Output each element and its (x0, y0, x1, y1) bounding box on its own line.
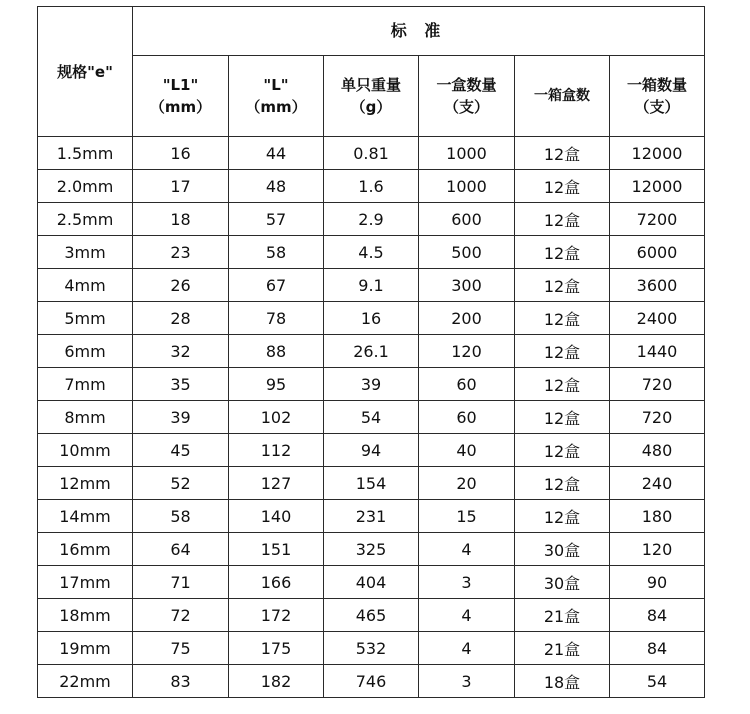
box-quantity-cell: 4 (419, 533, 515, 566)
box-quantity-cell: 4 (419, 632, 515, 665)
spec-cell: 3mm (38, 236, 133, 269)
case-quantity-cell: 12000 (610, 170, 705, 203)
case-quantity-cell: 90 (610, 566, 705, 599)
column-header-case-quantity-unit: （支） (634, 98, 680, 116)
case-quantity-cell: 2400 (610, 302, 705, 335)
l-cell: 127 (229, 467, 324, 500)
l1-cell: 16 (133, 137, 229, 170)
spec-cell: 12mm (38, 467, 133, 500)
table-header (38, 7, 705, 137)
column-header-box-quantity-unit: （支） (443, 98, 489, 116)
spec-cell: 17mm (38, 566, 133, 599)
column-header-case-quantity-name: 一箱数量 (626, 76, 687, 94)
box-quantity-cell: 300 (419, 269, 515, 302)
l1-cell: 17 (133, 170, 229, 203)
box-quantity-cell: 1000 (419, 137, 515, 170)
l-cell: 48 (229, 170, 324, 203)
unit-weight-cell: 154 (324, 467, 419, 500)
boxes-per-case-cell: 12盒 (515, 137, 610, 170)
column-header-box-quantity (419, 56, 515, 137)
l1-cell: 45 (133, 434, 229, 467)
unit-weight-cell: 9.1 (324, 269, 419, 302)
box-quantity-cell: 4 (419, 599, 515, 632)
boxes-per-case-cell: 12盒 (515, 269, 610, 302)
l1-cell: 35 (133, 368, 229, 401)
l1-cell: 39 (133, 401, 229, 434)
column-header-unit-weight-name: 单只重量 (340, 76, 401, 94)
unit-weight-cell: 94 (324, 434, 419, 467)
l-cell: 57 (229, 203, 324, 236)
box-quantity-cell: 15 (419, 500, 515, 533)
box-quantity-cell: 20 (419, 467, 515, 500)
boxes-per-case-cell: 12盒 (515, 302, 610, 335)
column-header-unit-weight-unit: （g） (350, 98, 392, 116)
case-quantity-cell: 7200 (610, 203, 705, 236)
unit-weight-cell: 404 (324, 566, 419, 599)
spec-cell: 10mm (38, 434, 133, 467)
case-quantity-cell: 54 (610, 665, 705, 698)
l1-cell: 75 (133, 632, 229, 665)
l1-cell: 71 (133, 566, 229, 599)
column-header-case-quantity (610, 56, 705, 137)
case-quantity-cell: 120 (610, 533, 705, 566)
unit-weight-cell: 231 (324, 500, 419, 533)
header-row-top (38, 7, 705, 56)
unit-weight-cell: 54 (324, 401, 419, 434)
unit-weight-cell: 39 (324, 368, 419, 401)
table-row (38, 434, 705, 467)
boxes-per-case-cell: 21盒 (515, 632, 610, 665)
case-quantity-cell: 6000 (610, 236, 705, 269)
l-cell: 44 (229, 137, 324, 170)
column-header-boxes-per-case-name: 一箱盒数 (534, 88, 590, 104)
table-row (38, 533, 705, 566)
boxes-per-case-cell: 30盒 (515, 566, 610, 599)
spec-cell: 2.0mm (38, 170, 133, 203)
case-quantity-cell: 3600 (610, 269, 705, 302)
spec-cell: 6mm (38, 335, 133, 368)
boxes-per-case-cell: 30盒 (515, 533, 610, 566)
table-row (38, 599, 705, 632)
box-quantity-cell: 3 (419, 566, 515, 599)
l-cell: 95 (229, 368, 324, 401)
boxes-per-case-cell: 21盒 (515, 599, 610, 632)
table-row (38, 566, 705, 599)
spec-column-header: 规格"e" (38, 7, 133, 137)
l-cell: 172 (229, 599, 324, 632)
column-header-l1-name: "L1" (162, 76, 199, 94)
case-quantity-cell: 180 (610, 500, 705, 533)
l-cell: 78 (229, 302, 324, 335)
unit-weight-cell: 0.81 (324, 137, 419, 170)
boxes-per-case-cell: 12盒 (515, 500, 610, 533)
unit-weight-cell: 16 (324, 302, 419, 335)
case-quantity-cell: 480 (610, 434, 705, 467)
table-row (38, 335, 705, 368)
table-row (38, 500, 705, 533)
l-cell: 151 (229, 533, 324, 566)
spec-cell: 16mm (38, 533, 133, 566)
case-quantity-cell: 1440 (610, 335, 705, 368)
column-header-l1-unit: （mm） (149, 98, 212, 116)
l1-cell: 58 (133, 500, 229, 533)
column-header-l1 (133, 56, 229, 137)
l-cell: 88 (229, 335, 324, 368)
table-row (38, 137, 705, 170)
spec-cell: 2.5mm (38, 203, 133, 236)
box-quantity-cell: 200 (419, 302, 515, 335)
case-quantity-cell: 84 (610, 599, 705, 632)
boxes-per-case-cell: 12盒 (515, 401, 610, 434)
table-row (38, 368, 705, 401)
table-row (38, 203, 705, 236)
l-cell: 140 (229, 500, 324, 533)
header-row-columns (38, 56, 705, 137)
case-quantity-cell: 12000 (610, 137, 705, 170)
spec-cell: 18mm (38, 599, 133, 632)
spec-cell: 5mm (38, 302, 133, 335)
unit-weight-cell: 325 (324, 533, 419, 566)
column-header-l-unit: （mm） (245, 98, 307, 116)
case-quantity-cell: 720 (610, 368, 705, 401)
spec-table (37, 6, 705, 698)
table-row (38, 236, 705, 269)
l-cell: 182 (229, 665, 324, 698)
boxes-per-case-cell: 12盒 (515, 203, 610, 236)
l-cell: 102 (229, 401, 324, 434)
box-quantity-cell: 120 (419, 335, 515, 368)
table-body (38, 137, 705, 698)
table-row (38, 632, 705, 665)
boxes-per-case-cell: 12盒 (515, 170, 610, 203)
unit-weight-cell: 4.5 (324, 236, 419, 269)
table-row (38, 401, 705, 434)
unit-weight-cell: 465 (324, 599, 419, 632)
table-row (38, 170, 705, 203)
unit-weight-cell: 26.1 (324, 335, 419, 368)
case-quantity-cell: 720 (610, 401, 705, 434)
table-row (38, 665, 705, 698)
column-header-l-name: "L" (263, 76, 289, 94)
l1-cell: 83 (133, 665, 229, 698)
l1-cell: 23 (133, 236, 229, 269)
l1-cell: 64 (133, 533, 229, 566)
standard-group-header: 标 准 (133, 7, 705, 56)
l-cell: 58 (229, 236, 324, 269)
l-cell: 166 (229, 566, 324, 599)
case-quantity-cell: 240 (610, 467, 705, 500)
spec-cell: 14mm (38, 500, 133, 533)
spec-cell: 8mm (38, 401, 133, 434)
spec-cell: 19mm (38, 632, 133, 665)
column-header-boxes-per-case (515, 56, 610, 137)
box-quantity-cell: 60 (419, 368, 515, 401)
boxes-per-case-cell: 12盒 (515, 467, 610, 500)
table-row (38, 269, 705, 302)
box-quantity-cell: 3 (419, 665, 515, 698)
l1-cell: 52 (133, 467, 229, 500)
case-quantity-cell: 84 (610, 632, 705, 665)
l-cell: 112 (229, 434, 324, 467)
l1-cell: 18 (133, 203, 229, 236)
spec-cell: 7mm (38, 368, 133, 401)
l-cell: 175 (229, 632, 324, 665)
boxes-per-case-cell: 12盒 (515, 335, 610, 368)
column-header-unit-weight (324, 56, 419, 137)
unit-weight-cell: 746 (324, 665, 419, 698)
spec-cell: 1.5mm (38, 137, 133, 170)
boxes-per-case-cell: 12盒 (515, 236, 610, 269)
box-quantity-cell: 600 (419, 203, 515, 236)
unit-weight-cell: 1.6 (324, 170, 419, 203)
l1-cell: 26 (133, 269, 229, 302)
spec-cell: 4mm (38, 269, 133, 302)
table-row (38, 467, 705, 500)
l1-cell: 28 (133, 302, 229, 335)
l1-cell: 32 (133, 335, 229, 368)
column-header-box-quantity-name: 一盒数量 (436, 76, 497, 94)
unit-weight-cell: 2.9 (324, 203, 419, 236)
unit-weight-cell: 532 (324, 632, 419, 665)
boxes-per-case-cell: 12盒 (515, 434, 610, 467)
l1-cell: 72 (133, 599, 229, 632)
column-header-l (229, 56, 324, 137)
spec-cell: 22mm (38, 665, 133, 698)
boxes-per-case-cell: 18盒 (515, 665, 610, 698)
table-row (38, 302, 705, 335)
box-quantity-cell: 1000 (419, 170, 515, 203)
l-cell: 67 (229, 269, 324, 302)
box-quantity-cell: 60 (419, 401, 515, 434)
boxes-per-case-cell: 12盒 (515, 368, 610, 401)
box-quantity-cell: 40 (419, 434, 515, 467)
box-quantity-cell: 500 (419, 236, 515, 269)
